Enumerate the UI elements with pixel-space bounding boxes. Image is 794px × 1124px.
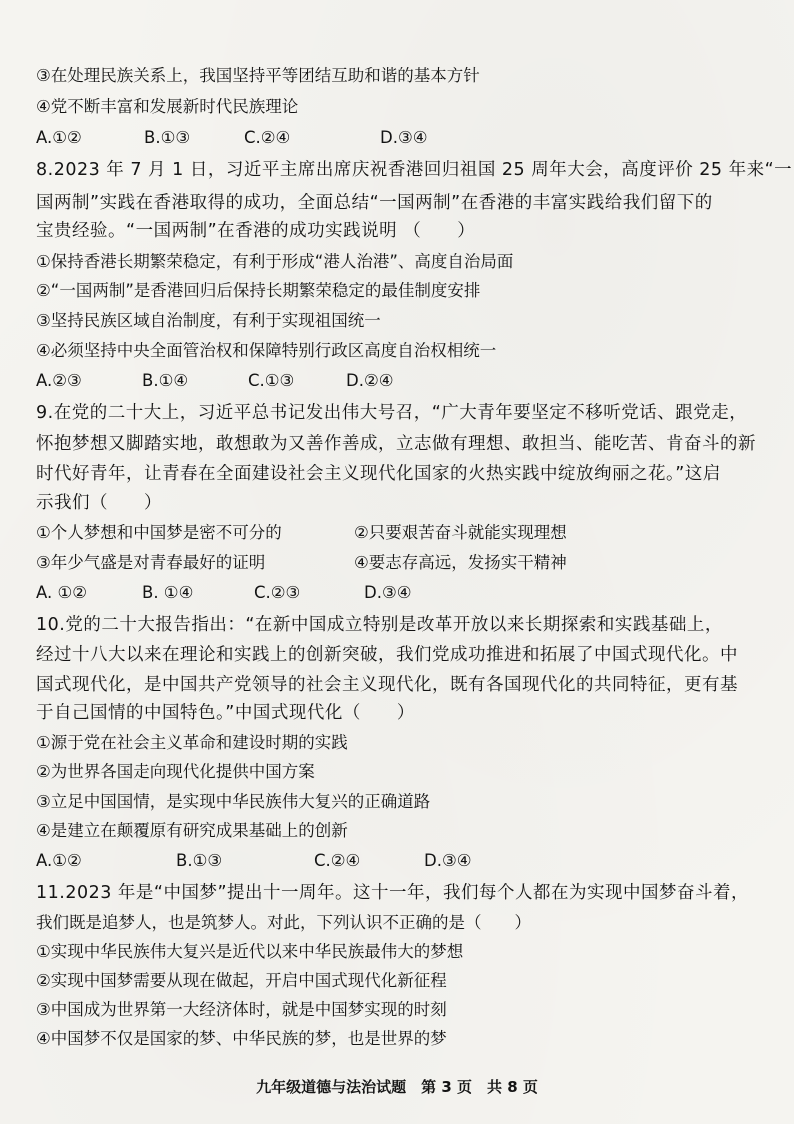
q10-stem-line-3: 国式现代化，是中国共产党领导的社会主义现代化，既有各国现代化的共同特征，更有基 (36, 675, 738, 695)
option-d: D.②④ (346, 371, 394, 390)
q7-statement-3: ③在处理民族关系上，我国坚持平等团结互助和谐的基本方针 (36, 66, 480, 85)
option-a: A.①② (36, 128, 82, 147)
q9-statement-3: ③年少气盛是对青春最好的证明 (36, 553, 266, 572)
q11-statement-4: ④中国梦不仅是国家的梦、中华民族的梦，也是世界的梦 (36, 1029, 447, 1048)
q9-statement-4: ④要志存高远，发扬实干精神 (354, 553, 567, 572)
option-a: A.②③ (36, 371, 82, 390)
option-b: B. ①④ (142, 583, 194, 602)
option-b: B.①③ (176, 851, 223, 870)
q8-stem-line-2: 国两制”实践在香港取得的成功，全面总结“一国两制”在香港的丰富实践给我们留下的 (36, 193, 713, 213)
option-d: D.③④ (380, 128, 428, 147)
q9-statement-2: ②只要艰苦奋斗就能实现理想 (354, 523, 567, 542)
option-c: C.②③ (254, 583, 301, 602)
option-d: D.③④ (364, 583, 412, 602)
option-d: D.③④ (424, 851, 472, 870)
q11-statement-1: ①实现中华民族伟大复兴是近代以来中华民族最伟大的梦想 (36, 942, 464, 961)
option-c: C.①③ (248, 371, 295, 390)
q8-statement-4: ④必须坚持中央全面管治权和保障特别行政区高度自治权相统一 (36, 341, 497, 360)
q10-stem-line-4: 于自己国情的中国特色。”中国式现代化（ ） (36, 703, 415, 723)
q8-statement-3: ③坚持民族区域自治制度，有利于实现祖国统一 (36, 311, 381, 330)
page-footer: 九年级道德与法治试题 第 3 页 共 8 页 (256, 1078, 538, 1096)
q10-options (36, 851, 770, 871)
q7-options (36, 128, 770, 148)
q8-statement-1: ①保持香港长期繁荣稳定，有利于形成“港人治港”、高度自治局面 (36, 252, 514, 271)
q10-statement-2: ②为世界各国走向现代化提供中国方案 (36, 762, 315, 781)
q10-statement-1: ①源于党在社会主义革命和建设时期的实践 (36, 733, 348, 752)
q8-stem-line-3: 宝贵经验。“一国两制”在香港的成功实践说明 （ ） (36, 221, 476, 241)
q9-statements-row-1 (36, 523, 770, 543)
q11-statement-2: ②实现中国梦需要从现在做起，开启中国式现代化新征程 (36, 971, 447, 990)
q10-stem-line-2: 经过十八大以来在理论和实践上的创新突破，我们党成功推进和拓展了中国式现代化。中 (36, 645, 738, 665)
option-b: B.①④ (142, 371, 189, 390)
q9-statements-row-2 (36, 553, 770, 573)
q8-options (36, 371, 770, 391)
q7-statement-4: ④党不断丰富和发展新时代民族理论 (36, 97, 299, 116)
option-a: A.①② (36, 851, 82, 870)
q9-stem-line-2: 怀抱梦想又脚踏实地，敢想敢为又善作善成，立志做有理想、敢担当、能吃苦、肯奋斗的新 (36, 434, 756, 454)
q9-stem-line-4: 示我们（ ） (36, 493, 162, 513)
q11-stem-line-2: 我们既是追梦人，也是筑梦人。对此，下列认识不正确的是（ ） (36, 913, 531, 932)
option-c: C.②④ (314, 851, 361, 870)
q9-stem-line-1: 9.在党的二十大上，习近平总书记发出伟大号召，“广大青年要坚定不移听党话、跟党走， (36, 403, 748, 423)
q9-stem-line-3: 时代好青年，让青春在全面建设社会主义现代化国家的火热实践中绽放绚丽之花。”这启 (36, 464, 721, 484)
q9-options (36, 583, 770, 603)
option-b: B.①③ (144, 128, 191, 147)
q10-stem-line-1: 10.党的二十大报告指出：“在新中国成立特别是改革开放以来长期探索和实践基础上， (36, 615, 723, 635)
option-a: A. ①② (36, 583, 88, 602)
option-c: C.②④ (244, 128, 291, 147)
q11-statement-3: ③中国成为世界第一大经济体时，就是中国梦实现的时刻 (36, 1000, 447, 1019)
q11-stem-line-1: 11.2023 年是“中国梦”提出十一周年。这十一年，我们每个人都在为实现中国梦奋斗着， (36, 883, 750, 903)
q10-statement-3: ③立足中国国情，是实现中华民族伟大复兴的正确道路 (36, 792, 431, 811)
q8-stem-line-1: 8.2023 年 7 月 1 日，习近平主席出席庆祝香港回归祖国 25 周年大会，高度评价 25 年来“一 (36, 160, 793, 180)
q9-statement-1: ①个人梦想和中国梦是密不可分的 (36, 523, 282, 542)
q10-statement-4: ④是建立在颠覆原有研究成果基础上的创新 (36, 821, 348, 840)
q8-statement-2: ②“一国两制”是香港回归后保持长期繁荣稳定的最佳制度安排 (36, 281, 481, 300)
